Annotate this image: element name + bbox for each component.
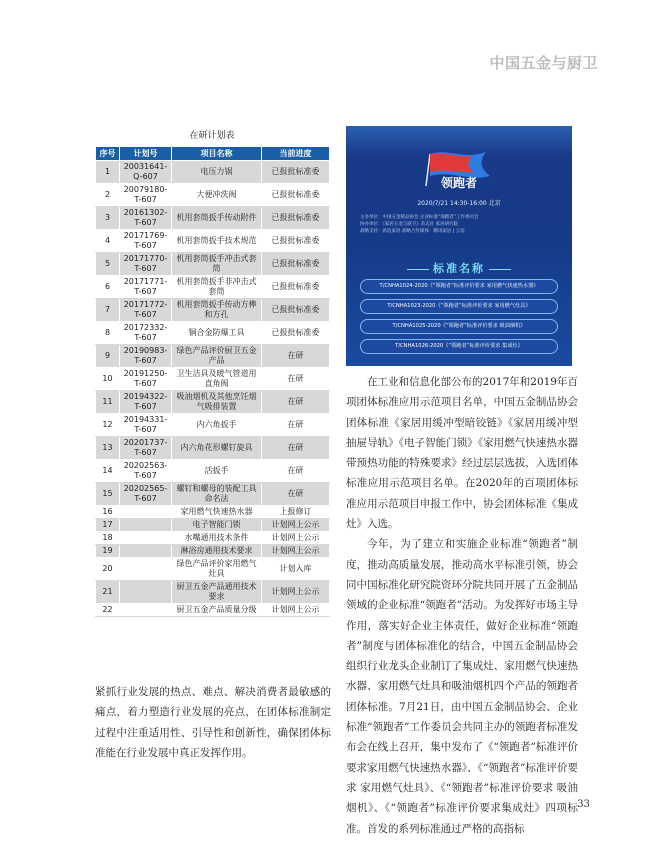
table-row (96, 230, 330, 253)
table-row (96, 276, 330, 299)
table-row (96, 368, 330, 391)
cell-index: 11 (96, 391, 120, 414)
cell-plan-number: 20171771-T-607 (120, 276, 172, 299)
cell-progress: 在研 (262, 437, 330, 460)
cell-progress: 在研 (262, 460, 330, 483)
cell-progress: 已报批标准委 (262, 322, 330, 345)
cell-project-name: 大便冲洗阀 (172, 184, 262, 207)
cell-index: 18 (96, 532, 120, 545)
cell-plan-number: 20201737-T-607 (120, 437, 172, 460)
poster-standards-title-text: 标准名称 (433, 262, 485, 275)
cell-plan-number (120, 545, 172, 558)
cell-plan-number (120, 519, 172, 532)
table-row (96, 184, 330, 207)
header-index: 序号 (96, 147, 120, 161)
cell-progress: 计划网上公示 (262, 604, 330, 617)
paragraph: 今年，为了建立和实施企业标准“领跑者”制度，推动高质量发展，推动高水平标准引领，协会同中国标准化研究院资环分院共同开展了五金制品领域的企业标准“领跑者”活动。为发挥好市场主导作用，落实好企业主体责任，做好企业标准“领跑者”制度与团体标准化的结合，中国五金制品协会组织行业龙头企业制订了集成灶、家用燃气快速热水器、家用燃气灶具和吸油烟机四个产品的领跑者团体标准。7月21日，由中国五金制品协会、企业标准“领跑者”工作委员会共同主办的领跑者标准发布会在线上召开，集中发布了《“领跑者”标准评价要求家用燃气快速热水器》、《“领跑者”标准评价要求 家用燃气灶具》、《“领跑者”标准评价要求 吸油烟机》、《“领跑者”标准评价要求集成灶》四项标准。首发的系列标准通过严格的高指标 (346, 538, 578, 835)
cell-index: 2 (96, 184, 120, 207)
cell-plan-number (120, 506, 172, 519)
cell-project-name: 活扳手 (172, 460, 262, 483)
cell-project-name: 厨卫五金产品通用技术要求 (172, 581, 262, 604)
cell-project-name: 厨卫五金产品质量分级 (172, 604, 262, 617)
cell-index: 15 (96, 483, 120, 506)
research-plan-table (95, 146, 330, 617)
cell-progress: 计划网上公示 (262, 532, 330, 545)
cell-project-name: 机用套筒扳手传动附件 (172, 207, 262, 230)
cell-progress: 计划网上公示 (262, 545, 330, 558)
header-progress: 当前进度 (262, 147, 330, 161)
cell-plan-number (120, 581, 172, 604)
cell-plan-number: 20172332-T-607 (120, 322, 172, 345)
poster-event-info: 2020/7/21 14:30-16:00 北京 (417, 200, 501, 207)
cell-index: 10 (96, 368, 120, 391)
table-row (96, 253, 330, 276)
cell-index: 22 (96, 604, 120, 617)
table-row (96, 299, 330, 322)
cell-plan-number (120, 532, 172, 545)
cell-plan-number: 20190983-T-607 (120, 345, 172, 368)
poster-standard-item: T/CNHA1025-2020《“领跑者”标准评价要求 吸油烟机》 (360, 319, 558, 334)
cell-index: 4 (96, 230, 120, 253)
cell-project-name: 机用套筒扳手非冲击式套筒 (172, 276, 262, 299)
cell-plan-number: 20202565-T-607 (120, 483, 172, 506)
table-row (96, 437, 330, 460)
table-row (96, 604, 330, 617)
cell-progress: 已报批标准委 (262, 276, 330, 299)
table-header-row (96, 147, 330, 161)
cell-index: 13 (96, 437, 120, 460)
table-row (96, 519, 330, 532)
table-row (96, 506, 330, 519)
cell-progress: 在研 (262, 414, 330, 437)
cell-index: 6 (96, 276, 120, 299)
cell-index: 8 (96, 322, 120, 345)
poster-standard-item: T/CNHA1026-2020《“领跑者”标准评价要求 集成灶》 (360, 339, 558, 354)
table-row (96, 391, 330, 414)
cell-index: 19 (96, 545, 120, 558)
cell-index: 3 (96, 207, 120, 230)
cell-project-name: 机用套筒扳手技术规范 (172, 230, 262, 253)
table-row (96, 558, 330, 581)
poster-credits (360, 214, 562, 235)
table-row (96, 532, 330, 545)
cell-progress: 计划入库 (262, 558, 330, 581)
cell-project-name: 铜合金防爆工具 (172, 322, 262, 345)
cell-index: 20 (96, 558, 120, 581)
poster-credit-line: 战略支持：新浪家居 战略合作媒体：腾讯家居 | 云房 (360, 229, 465, 234)
cell-progress: 已报批标准委 (262, 299, 330, 322)
table-row (96, 581, 330, 604)
paragraph: 在工业和信息化部公布的2017年和2019年百项团体标准应用示范项目名单，中国五金制品协会团体标准《家居用缓冲型暗铰链》《家居用缓冲型抽屉导轨》《电子智能门锁》《家用燃气快速热水器 带预热功能的特殊要求》经过层层选拔，入选团体标准应用示范项目名单。在2020年的百项团体标准应用示范项目申报工作中，协会团体标准《集成灶》入选。 (346, 376, 578, 531)
cell-project-name: 绿色产品评价家用燃气灶具 (172, 558, 262, 581)
cell-progress: 已报批标准委 (262, 207, 330, 230)
table-row (96, 414, 330, 437)
table-row (96, 483, 330, 506)
page-number: 33 (577, 799, 590, 810)
cell-plan-number: 20079180-T-607 (120, 184, 172, 207)
paragraph: 紧抓行业发展的热点、难点、解决消费者最敏感的痛点，着力塑造行业发展的亮点，在团体标准制定过程中注重适用性、引导性和创新性，确保团体标准能在行业发展中真正发挥作用。 (95, 686, 331, 759)
cell-progress: 上报修订 (262, 506, 330, 519)
cell-project-name: 水嘴通用技术条件 (172, 532, 262, 545)
poster-standards-title (346, 260, 572, 276)
table-row (96, 460, 330, 483)
cell-plan-number: 20161302-T-607 (120, 207, 172, 230)
cell-index: 21 (96, 581, 120, 604)
cell-index: 1 (96, 161, 120, 184)
cell-project-name: 机用套筒扳手冲击式套筒 (172, 253, 262, 276)
cell-project-name: 螺钉和螺母的装配工具命名法 (172, 483, 262, 506)
cell-progress: 在研 (262, 391, 330, 414)
cell-project-name: 机用套筒扳手传动方榫和方孔 (172, 299, 262, 322)
cell-progress: 计划网上公示 (262, 581, 330, 604)
cell-project-name: 淋浴房通用技术要求 (172, 545, 262, 558)
cell-index: 7 (96, 299, 120, 322)
table-row (96, 207, 330, 230)
cell-progress: 计划网上公示 (262, 519, 330, 532)
header-plan-number: 计划号 (120, 147, 172, 161)
cell-project-name: 卫生洁具及暖气管道用直角阀 (172, 368, 262, 391)
cell-index: 17 (96, 519, 120, 532)
cell-project-name: 内六角扳手 (172, 414, 262, 437)
cell-progress: 已报批标准委 (262, 253, 330, 276)
cell-project-name: 电压力锅 (172, 161, 262, 184)
cell-progress: 在研 (262, 483, 330, 506)
header-project-name: 项目名称 (172, 147, 262, 161)
cell-progress: 在研 (262, 368, 330, 391)
cell-progress: 已报批标准委 (262, 184, 330, 207)
cell-plan-number: 20191250-T-607 (120, 368, 172, 391)
poster-credit-line: 协办单位：《家居五金与厨卫》杂志社 家居研究院 (360, 222, 459, 227)
poster-standard-item: T/CNHA1023-2020《“领跑者”标准评价要求 家用燃气灶具》 (360, 299, 558, 314)
table-row (96, 322, 330, 345)
poster-standard-item: T/CNHA1024-2020《“领跑者”标准评价要求 家用燃气快速热水器》 (360, 279, 558, 294)
cell-project-name: 内六角花形螺钉旋具 (172, 437, 262, 460)
table-row (96, 161, 330, 184)
cell-plan-number: 20171770-T-607 (120, 253, 172, 276)
cell-project-name: 电子智能门锁 (172, 519, 262, 532)
cell-plan-number: 20171769-T-607 (120, 230, 172, 253)
cell-progress: 已报批标准委 (262, 161, 330, 184)
poster-title: 领跑者 (440, 176, 477, 190)
cell-plan-number: 20202563-T-607 (120, 460, 172, 483)
table-title: 在研计划表 (189, 131, 235, 141)
cell-progress: 在研 (262, 345, 330, 368)
table-row (96, 545, 330, 558)
cell-index: 16 (96, 506, 120, 519)
leader-poster-image (346, 126, 572, 366)
left-column-text (95, 682, 331, 763)
poster-credit-line: 主办单位：中国五金制品协会 企业标准“领跑者”工作委员会 (360, 215, 479, 220)
cell-project-name: 绿色产品评价厨卫五金产品 (172, 345, 262, 368)
cell-index: 9 (96, 345, 120, 368)
cell-plan-number: 20194322-T-607 (120, 391, 172, 414)
brand-logo-text: 中国五金与厨卫 (489, 54, 598, 72)
cell-plan-number: 20171772-T-607 (120, 299, 172, 322)
cell-plan-number (120, 604, 172, 617)
cell-plan-number: 20031641-Q-607 (120, 161, 172, 184)
right-column-text (346, 372, 578, 839)
cell-index: 5 (96, 253, 120, 276)
cell-project-name: 吸油烟机及其他烹饪烟气吸排装置 (172, 391, 262, 414)
cell-index: 14 (96, 460, 120, 483)
cell-plan-number: 20194331-T-607 (120, 414, 172, 437)
cell-progress: 已报批标准委 (262, 230, 330, 253)
cell-plan-number (120, 558, 172, 581)
cell-index: 12 (96, 414, 120, 437)
cell-project-name: 家用燃气快速热水器 (172, 506, 262, 519)
table-row (96, 345, 330, 368)
